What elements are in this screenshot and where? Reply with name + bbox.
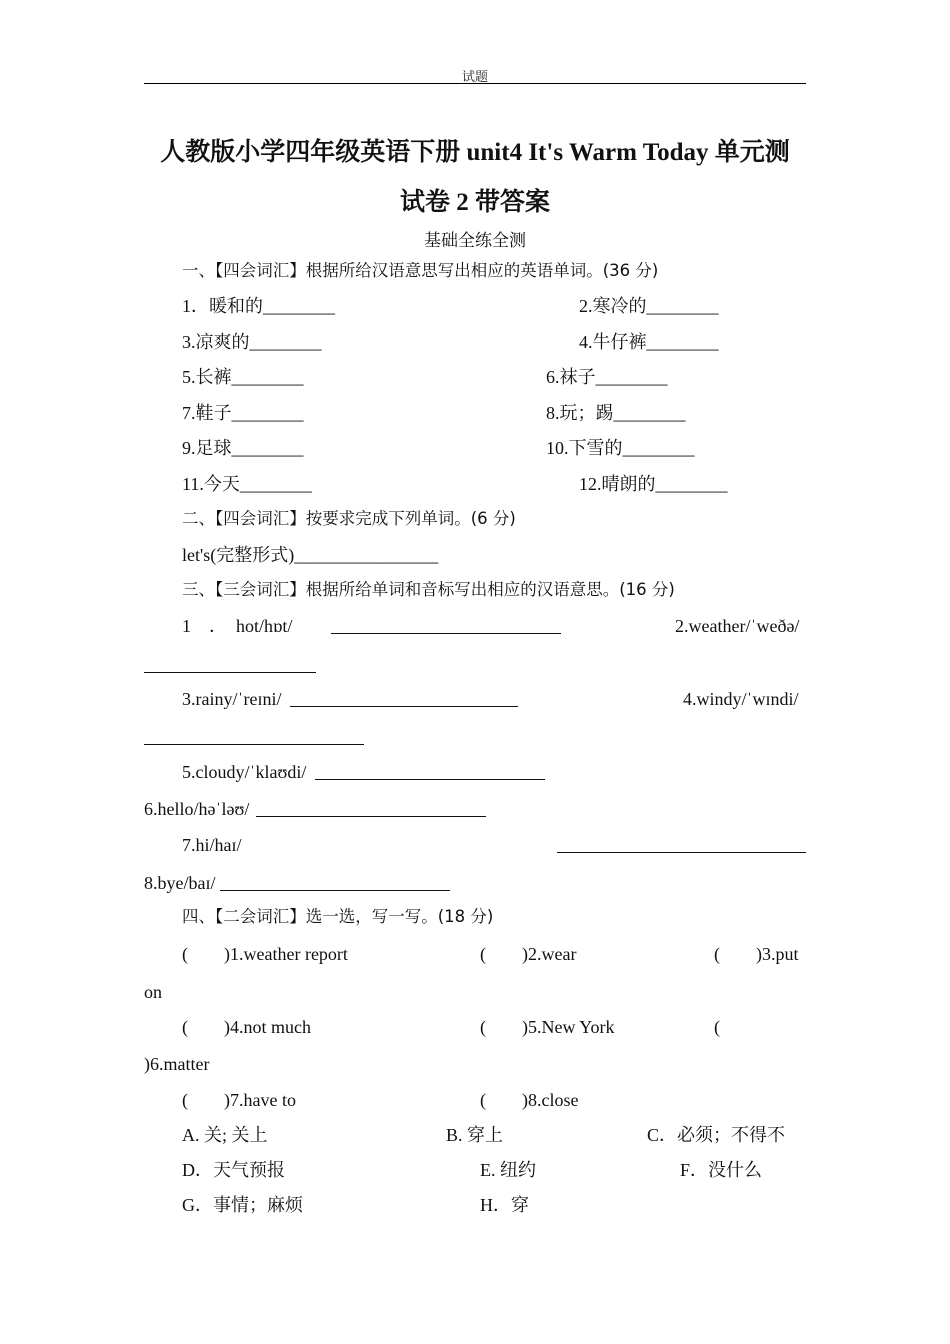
s1-item-8: 8.玩；踢________ [546, 403, 686, 423]
s3-item-4: 4.windy/ˈwɪndi/ [683, 689, 799, 709]
s4-option-d: D．天气预报 [182, 1160, 285, 1180]
s1-item-10: 10.下雪的________ [546, 438, 695, 458]
s3-item-1: 1 ． hot/hɒt/ [182, 616, 293, 636]
s3-item-6: 6.hello/həˈləʊ/ [144, 799, 250, 819]
s4-item-4: ( )4.not much [182, 1017, 311, 1037]
s3-answer-blank-8 [220, 874, 450, 891]
s1-item-5: 5.长裤________ [182, 367, 304, 387]
document-subtitle: 基础全练全测 [424, 231, 526, 251]
s4-item-6: )6.matter [144, 1054, 210, 1074]
s3-answer-blank-7 [557, 836, 806, 853]
section-2-heading: 二、【四会词汇】按要求完成下列单词。(6 分) [182, 509, 516, 528]
s1-item-3: 3.凉爽的________ [182, 332, 322, 352]
s3-item-3: 3.rainy/ˈreɪni/ [182, 689, 282, 709]
s3-answer-blank-6 [256, 800, 486, 817]
s3-answer-blank-5 [315, 763, 545, 780]
s4-item-8: ( )8.close [480, 1090, 579, 1110]
s4-item-7: ( )7.have to [182, 1090, 296, 1110]
section-3-heading: 三、【三会词汇】根据所给单词和音标写出相应的汉语意思。(16 分) [182, 580, 675, 599]
document-title-line-1: 人教版小学四年级英语下册 unit4 It's Warm Today 单元测 [160, 139, 790, 166]
s4-option-e: E. 纽约 [480, 1160, 536, 1180]
s4-item-3: ( )3.put [714, 944, 799, 964]
s3-item-8: 8.bye/baɪ/ [144, 873, 216, 893]
s4-item-2: ( )2.wear [480, 944, 577, 964]
s4-item-3-continued: on [144, 982, 162, 1002]
s1-item-4: 4.牛仔裤________ [579, 332, 719, 352]
s4-option-h: H．穿 [480, 1195, 529, 1215]
s3-item-5: 5.cloudy/ˈklaʊdi/ [182, 762, 307, 782]
s1-item-7: 7.鞋子________ [182, 403, 304, 423]
s4-item-6-bracket: ( [714, 1017, 720, 1037]
s1-item-6: 6.袜子________ [546, 367, 668, 387]
s3-answer-blank-4 [144, 728, 364, 745]
s3-answer-blank-1 [331, 617, 561, 634]
s3-item-2: 2.weather/ˈweðə/ [675, 616, 800, 636]
s3-answer-blank-3 [290, 690, 518, 707]
s1-item-11: 11.今天________ [182, 474, 312, 494]
s4-option-a: A. 关; 关上 [182, 1125, 268, 1145]
s4-option-f: F．没什么 [680, 1160, 763, 1180]
s2-item: let's(完整形式)________________ [182, 545, 439, 565]
s4-option-b: B. 穿上 [446, 1125, 504, 1145]
s1-item-2: 2.寒冷的________ [579, 296, 719, 316]
section-1-heading: 一、【四会词汇】根据所给汉语意思写出相应的英语单词。(36 分) [182, 261, 659, 280]
s3-item-7: 7.hi/haɪ/ [182, 835, 242, 855]
header-rule [144, 83, 806, 84]
s4-item-5: ( )5.New York [480, 1017, 615, 1037]
document-title-line-2: 试卷 2 带答案 [399, 189, 550, 216]
s4-item-1: ( )1.weather report [182, 944, 348, 964]
s3-answer-blank-2 [144, 656, 316, 673]
s1-item-9: 9.足球________ [182, 438, 304, 458]
section-4-heading: 四、【二会词汇】选一选，写一写。(18 分) [182, 907, 494, 926]
s1-item-1: 1．暖和的________ [182, 296, 335, 316]
s4-option-c: C．必须；不得不 [647, 1125, 786, 1145]
s1-item-12: 12.晴朗的________ [579, 474, 728, 494]
page-header-label: 试题 [461, 70, 488, 85]
s4-option-g: G．事情；麻烦 [182, 1195, 303, 1215]
